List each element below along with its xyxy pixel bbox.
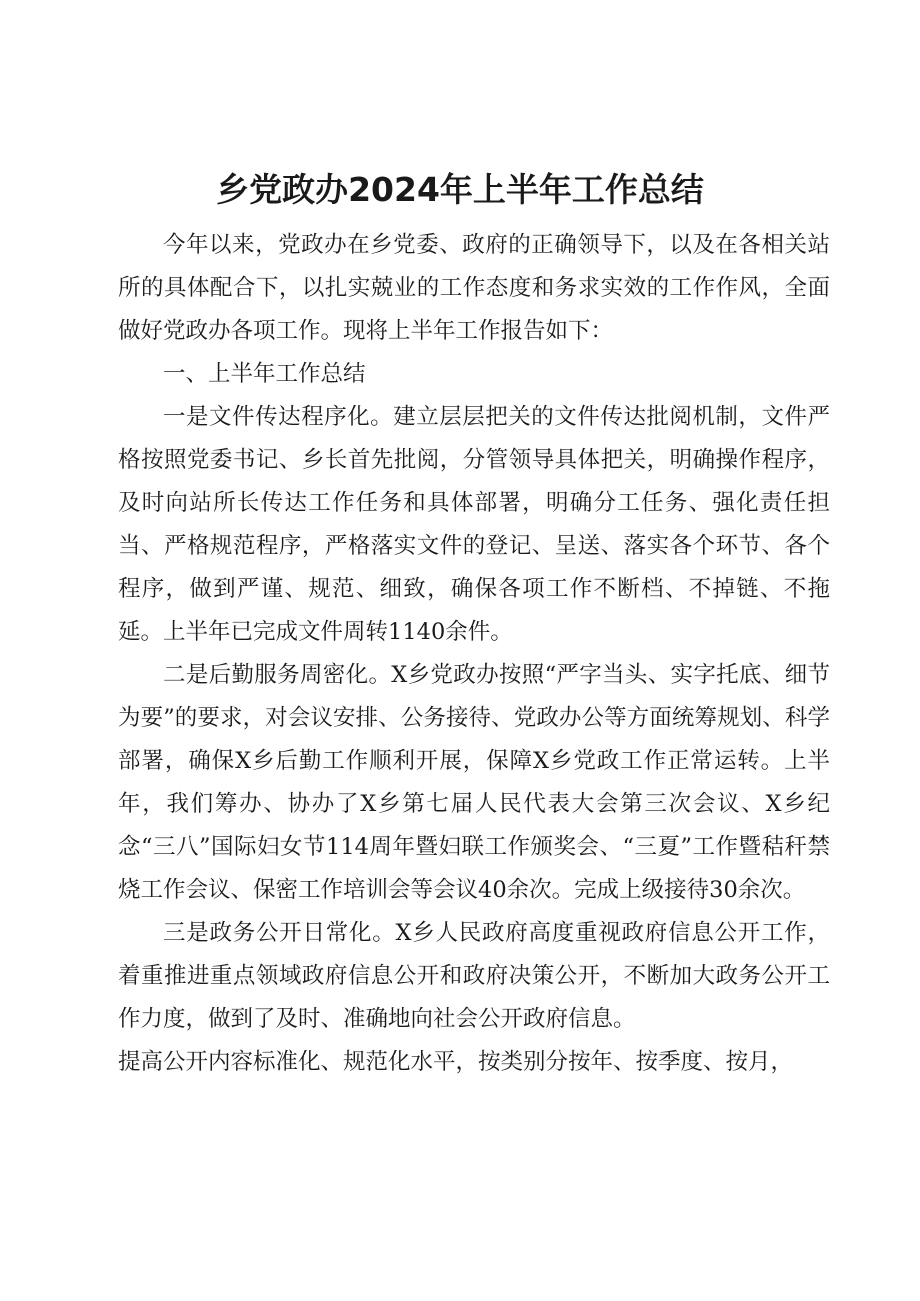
document-body [118, 224, 830, 1084]
paragraph-logistics: 二是后勤服务周密化。X乡党政办按照“严字当头、实字托底、细节为要”的要求，对会议安排、公务接待、党政办公等方面统筹规划、科学部署，确保X乡后勤工作顺利开展，保障X乡党政工作正常运转。上半年，我们筹办、协办了X乡第七届人民代表大会第三次会议、X乡纪念“三八”国际妇女节114周年暨妇联工作颁奖会、“三夏”工作暨秸秆禁烧工作会议、保密工作培训会等会议40余次。完成上级接待30余次。 [118, 662, 830, 903]
paragraph-documents: 一是文件传达程序化。建立层层把关的文件传达批阅机制，文件严格按照党委书记、乡长首先批阅，分管领导具体把关，明确操作程序，及时向站所长传达工作任务和具体部署，明确分工任务、强化责任担当、严格规范程序，严格落实文件的登记、呈送、落实各个环节、各个程序，做到严谨、规范、细致，确保各项工作不断档、不掉链、不拖延。上半年已完成文件周转1140余件。 [118, 404, 830, 645]
paragraph-standardization: 提高公开内容标准化、规范化水平，按类别分按年、按季度、按月， [118, 1049, 794, 1075]
paragraph-transparency: 三是政务公开日常化。X乡人民政府高度重视政府信息公开工作，着重推进重点领域政府信息公开和政府决策公开，不断加大政务公开工作力度，做到了及时、准确地向社会公开政府信息。 [118, 920, 830, 1032]
section-heading: 一、上半年工作总结 [163, 361, 366, 387]
intro-paragraph: 今年以来，党政办在乡党委、政府的正确领导下，以及在各相关站所的具体配合下，以扎实兢业的工作态度和务求实效的工作作风，全面做好党政办各项工作。现将上半年工作报告如下： [118, 232, 830, 344]
document-title: 乡党政办2024年上半年工作总结 [216, 170, 704, 209]
